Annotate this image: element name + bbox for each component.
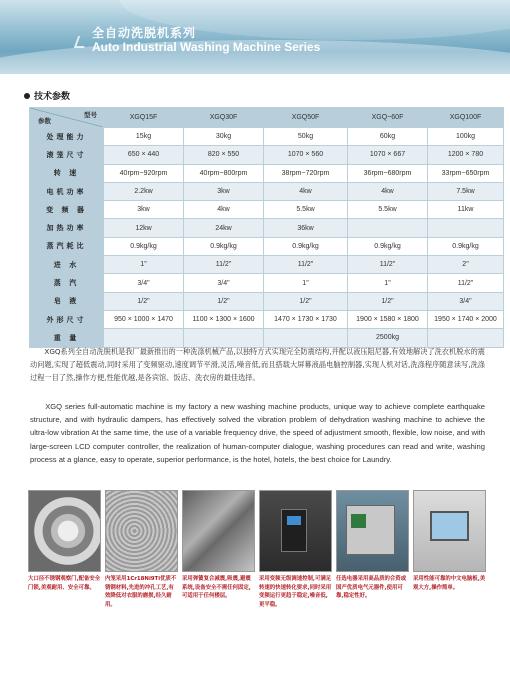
table-cell: 100kg <box>428 128 504 146</box>
table-cell: 1950 × 1740 × 2000 <box>428 310 504 328</box>
table-cell: 5.5kw <box>264 201 348 219</box>
table-cell <box>428 329 504 347</box>
photo-caption: 采用弹簧复合减震,吸震,避震系统,设备安全不需任何固定,可适用于任何楼层。 <box>182 576 251 600</box>
table-cell: 3/4" <box>184 274 264 292</box>
table-cell: 50kg <box>264 128 348 146</box>
table-cell: 11/2" <box>184 256 264 274</box>
row-label: 处理能力 <box>30 128 104 146</box>
photo-caption: 任选电器采用高品质的合资或国产优质电气元器件,使用可靠,稳定性好。 <box>336 576 407 600</box>
table-cell <box>428 219 504 237</box>
table-cell: 36kw <box>264 219 348 237</box>
weight-value: 2500kg <box>348 329 428 347</box>
drum-icon <box>105 490 178 572</box>
electrical-icon <box>336 490 409 572</box>
table-cell: 2.2kw <box>104 182 184 200</box>
table-cell: 0.9kg/kg <box>428 237 504 255</box>
bullet-icon <box>24 93 30 99</box>
corner-model-label: 型号 <box>84 111 97 119</box>
table-cell: 11kw <box>428 201 504 219</box>
table-corner-cell <box>30 108 104 128</box>
table-cell: 1100 × 1300 × 1600 <box>184 310 264 328</box>
table-cell <box>184 329 264 347</box>
table-cell: 1070 × 667 <box>348 146 428 164</box>
table-cell: 11/2" <box>428 274 504 292</box>
table-row <box>30 182 504 200</box>
title-cn: 全自动洗脱机系列 <box>92 26 197 40</box>
model-header: XGQ30F <box>184 108 264 128</box>
table-row <box>30 256 504 274</box>
table-cell: 3kw <box>104 201 184 219</box>
table-cell: 11/2" <box>264 256 348 274</box>
section-heading <box>24 89 70 102</box>
table-row <box>30 310 504 328</box>
description-cn: XGQ系列全自动洗脱机是我厂最新推出的一种洗涤机械产品,以独特方式实现完全防震结构,并配以液压阻尼器,有效地解决了洗衣机脱水的震动问题,实现了超低震动,同时采用了变频驱动,速度调节平滑,灵活,噪音低,而且搭载大屏幕液晶电脑控制器,实现人机对话,洗涤程序随意读写,洗涤过程一目了然,操作方便,性能优越,是各宾馆、饭店、洗衣房的最佳选择。 <box>30 347 485 382</box>
row-label: 蒸 汽 <box>30 274 104 292</box>
photo-caption: 内笼采用1Cr18Ni9Ti优质不锈钢材料,先进的冲孔工艺,有效降低对衣服的磨损,经久耐用。 <box>105 576 177 608</box>
model-header: XGQ100F <box>428 108 504 128</box>
table-cell: 4kw <box>264 182 348 200</box>
description-en: XGQ series full-automatic machine is my factory a new washing machine products, unique way to achieve complete earthquake structure, and with hydraulic dampers, has effectively solved the vibration problem of dehydration washing machine to achieve the ultra-low vibration At the same time, the use of a variable frequency drive, the speed of adjustment smooth, flexible, low noise, and with large-screen LCD computer controller, the realization of human-computer dialogue, washing procedures can read and write, washing process at a glance, easy to operate, superior performance, is the hotel, hotels, the best choice for Laundry. <box>30 402 485 464</box>
table-cell: 3kw <box>184 182 264 200</box>
corner-param-label: 参数 <box>38 117 51 125</box>
table-cell: 40rpm~800rpm <box>184 164 264 182</box>
table-cell: 4kw <box>184 201 264 219</box>
table-cell: 3/4" <box>428 292 504 310</box>
title-en: Auto Industrial Washing Machine Series <box>92 40 321 54</box>
row-label: 外形尺寸 <box>30 310 104 328</box>
table-cell: 0.9kg/kg <box>104 237 184 255</box>
table-cell: 1" <box>348 274 428 292</box>
table-cell: 3/4" <box>104 274 184 292</box>
row-label: 电机功率 <box>30 182 104 200</box>
table-cell <box>348 219 428 237</box>
table-cell: 33rpm~650rpm <box>428 164 504 182</box>
model-header: XGQ15F <box>104 108 184 128</box>
table-cell: 12kw <box>104 219 184 237</box>
table-cell: 2" <box>428 256 504 274</box>
photo-caption: 采用变频无级调速控制,可满足转速的快速转化要求,同时采用变频运行更趋于稳定,噪音低,更平稳。 <box>259 576 332 608</box>
row-label: 滚笼尺寸 <box>30 146 104 164</box>
table-cell: 1" <box>264 274 348 292</box>
table-row <box>30 201 504 219</box>
table-row <box>30 237 504 255</box>
table-cell: 40rpm~920rpm <box>104 164 184 182</box>
row-label: 蒸汽耗比 <box>30 237 104 255</box>
row-label: 皂 液 <box>30 292 104 310</box>
damper-icon <box>182 490 255 572</box>
table-cell: 0.9kg/kg <box>264 237 348 255</box>
table-cell: 38rpm~720rpm <box>264 164 348 182</box>
row-label: 重 量 <box>30 329 104 347</box>
table-row <box>30 164 504 182</box>
table-cell: 1070 × 560 <box>264 146 348 164</box>
model-header: XGQ50F <box>264 108 348 128</box>
table-cell <box>264 329 348 347</box>
model-header: XGQ~60F <box>348 108 428 128</box>
table-cell: 0.9kg/kg <box>184 237 264 255</box>
table-cell: 1/2" <box>264 292 348 310</box>
photo-captions <box>28 575 486 609</box>
table-cell: 30kg <box>184 128 264 146</box>
table-cell: 15kg <box>104 128 184 146</box>
table-row <box>30 219 504 237</box>
table-cell: 1900 × 1580 × 1800 <box>348 310 428 328</box>
controller-icon <box>413 490 486 572</box>
table-header-row <box>30 108 504 128</box>
header-banner <box>0 0 510 74</box>
table-cell: 1/2" <box>104 292 184 310</box>
photo-caption: 大口径不锈钢观察门,配备安全门锁,美观耐用、安全可靠。 <box>28 576 101 591</box>
table-row-weight <box>30 329 504 347</box>
table-row <box>30 274 504 292</box>
inverter-panel <box>281 509 307 552</box>
table-cell: 7.5kw <box>428 182 504 200</box>
table-cell: 820 × 550 <box>184 146 264 164</box>
controller-screen <box>430 511 470 541</box>
table-cell: 650 × 440 <box>104 146 184 164</box>
table-cell: 1470 × 1730 × 1730 <box>264 310 348 328</box>
table-cell: 1/2" <box>348 292 428 310</box>
table-cell: 11/2" <box>348 256 428 274</box>
spec-table <box>29 107 504 348</box>
row-label: 转 速 <box>30 164 104 182</box>
table-cell: 0.9kg/kg <box>348 237 428 255</box>
table-cell: 1200 × 780 <box>428 146 504 164</box>
table-cell: 1" <box>104 256 184 274</box>
table-cell: 24kw <box>184 219 264 237</box>
table-row <box>30 146 504 164</box>
table-cell: 950 × 1000 × 1470 <box>104 310 184 328</box>
table-cell: 4kw <box>348 182 428 200</box>
table-cell: 1/2" <box>184 292 264 310</box>
table-cell <box>104 329 184 347</box>
section-title: 技术参数 <box>34 92 71 102</box>
door-icon <box>28 490 101 572</box>
table-row <box>30 128 504 146</box>
table-cell: 5.5kw <box>348 201 428 219</box>
table-cell: 36rpm~680rpm <box>348 164 428 182</box>
row-label: 加热功率 <box>30 219 104 237</box>
photo-caption: 采用性能可靠的中文电脑板,美观大方,操作简单。 <box>413 576 486 591</box>
electrical-box <box>346 505 396 555</box>
inverter-icon <box>259 490 332 572</box>
row-label: 进 水 <box>30 256 104 274</box>
table-cell: 60kg <box>348 128 428 146</box>
row-label: 变 频 器 <box>30 201 104 219</box>
photo-strip <box>28 490 486 572</box>
table-row <box>30 292 504 310</box>
